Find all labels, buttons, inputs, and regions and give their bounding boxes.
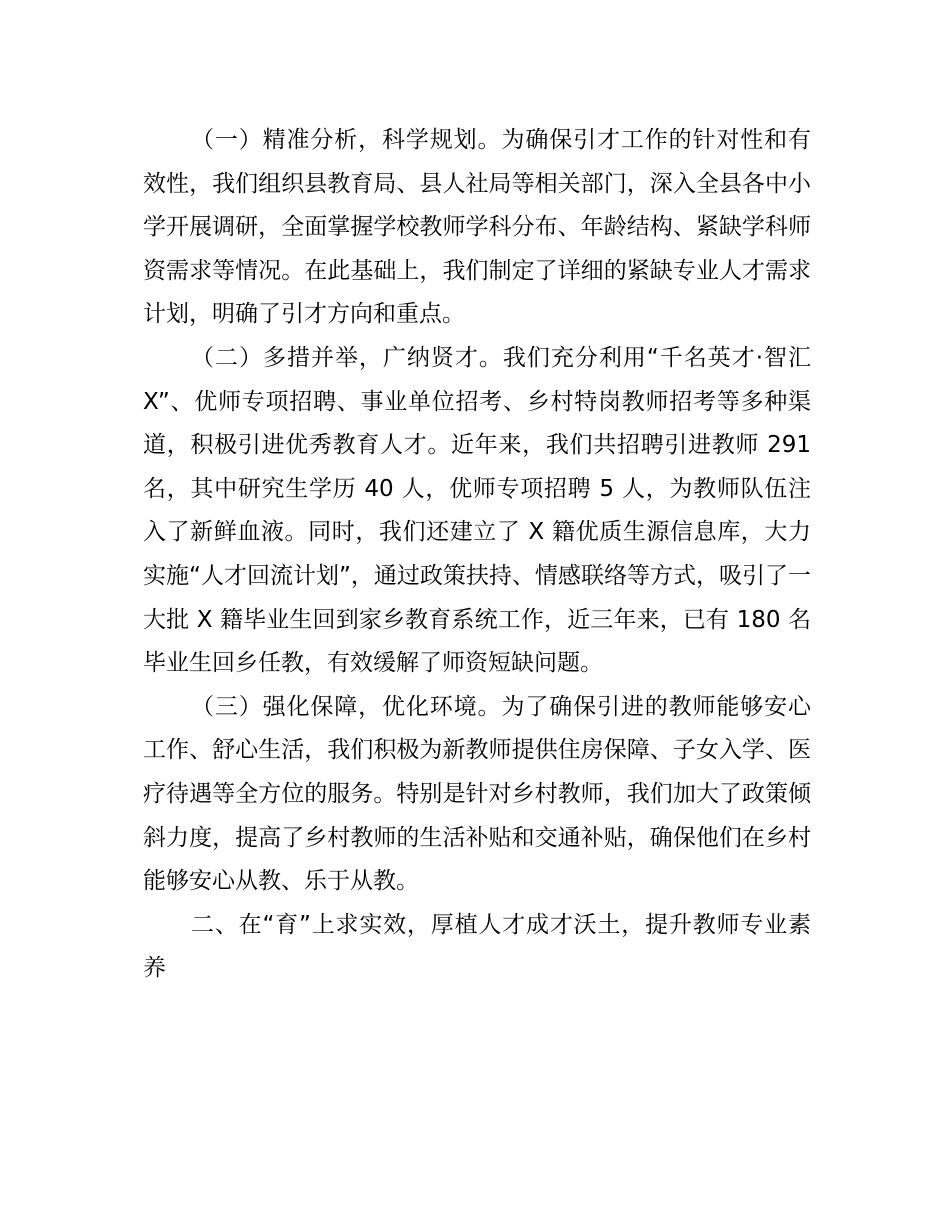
paragraph-strengthen-guarantee: （三）强化保障，优化环境。为了确保引进的教师能够安心工作、舒心生活，我们积极为新教师提供住房保障、子女入学、医疗待遇等全方位的服务。特别是针对乡村教师，我们加大了政策倾斜力度，提高了乡村教师的生活补贴和交通补贴，确保他们在乡村能够安心从教、乐于从教。 — [143, 693, 811, 895]
paragraph-multiple-measures: （二）多措并举，广纳贤才。我们充分利用“千名英才·智汇 X”、优师专项招聘、事业单位招考、乡村特岗教师招考等多种渠道，积极引进优秀教育人才。近年来，我们共招聘引进教师 291 名，其中研究生学历 40 人，优师专项招聘 5 人，为教师队伍注入了新鲜血液。同时，我们还建立了 X 籍优质生源信息库，大力实施“人才回流计划”，通过政策扶持、情感联络等方式，吸引了一大批 X 籍毕业生回到家乡教育系统工作，近三年来，已有 180 名毕业生回乡任教，有效缓解了师资短缺问题。 — [143, 344, 811, 677]
section-heading-cultivation: 二、在“育”上求实效，厚植人才成才沃土，提升教师专业素养 — [143, 911, 811, 982]
document-body — [143, 119, 811, 991]
paragraph-precise-analysis: （一）精准分析，科学规划。为确保引才工作的针对性和有效性，我们组织县教育局、县人社局等相关部门，深入全县各中小学开展调研，全面掌握学校教师学科分布、年龄结构、紧缺学科师资需求等情况。在此基础上，我们制定了详细的紧缺专业人才需求计划，明确了引才方向和重点。 — [143, 127, 811, 328]
